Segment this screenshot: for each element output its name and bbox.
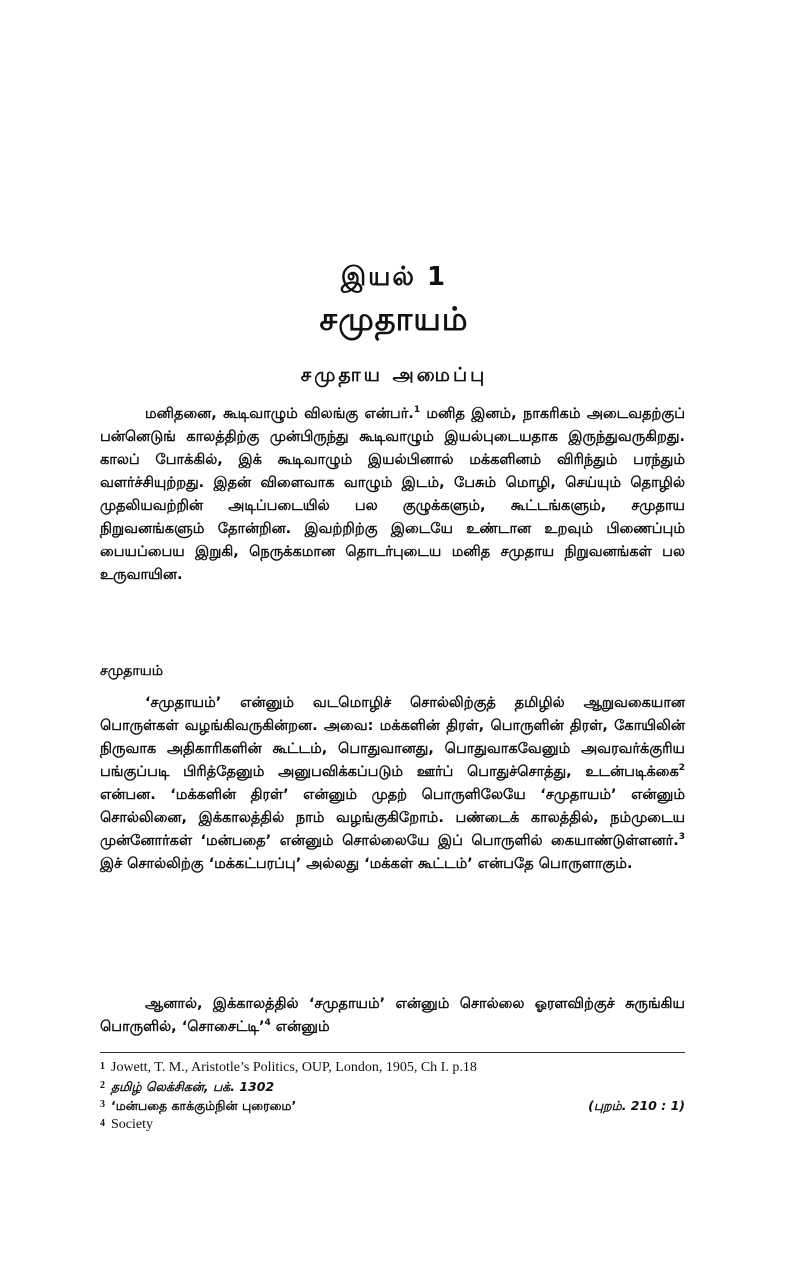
footnote-item <box>100 1058 685 1077</box>
paragraph-2 <box>100 692 685 876</box>
footnote-text: தமிழ் லெக்சிகன், பக். 1302 <box>111 1079 275 1094</box>
paragraph-3-text-a: ஆனால், இக்காலத்தில் ‘சமுதாயம்’ என்னும் சொல்லை ஓரளவிற்குச் சுருங்கிய பொருளில், ‘சொசைட்டி’ <box>100 996 685 1035</box>
footnotes <box>100 1058 685 1134</box>
footnote-ref-2: 2 <box>678 763 685 774</box>
footnote-number: 1 <box>100 1061 105 1072</box>
footnote-text: Society <box>111 1117 153 1132</box>
paragraph-1-text-b: மனித இனம், நாகரிகம் அடைவதற்குப் பன்னெடுங் காலத்திற்கு முன்பிருந்து கூடிவாழும் இயல்புடையதாக இருந்துவருகிறது. காலப் போக்கில், இக் கூடிவாழும் இயல்பினால் மக்களினம் விரிந்தும் பரந்தும் வளர்ச்சியுற்றது. இதன் விளைவாக வாழும் இடம், பேசும் மொழி, செய்யும் தொழில் முதலியவற்றின் அடிப்படையில் பல குழுக்களும், கூட்டங்களும், சமுதாய நிறுவனங்களும் தோன்றின. இவற்றிற்கு இடையே உண்டான உறவும் பிணைப்பும் பையப்பைய இறுகி, நெருக்கமான தொடர்புடைய மனித சமுதாய நிறுவனங்கள் பல உருவாயின. <box>100 406 686 583</box>
footnote-divider <box>100 1052 685 1053</box>
paragraph-2-text-c: இச் சொல்லிற்கு ‘மக்கட்பரப்பு’ அல்லது ‘மக்கள் கூட்டம்’ என்பதே பொருளாகும். <box>100 856 633 872</box>
paragraph-1 <box>100 403 685 587</box>
footnote-number: 2 <box>100 1080 105 1091</box>
footnote-ref-3: 3 <box>678 832 685 843</box>
footnote-text: ‘மன்பதை காக்கும்நின் புரைமை’ <box>111 1098 297 1113</box>
section-heading: சமுதாய அமைப்பு <box>300 364 488 386</box>
paragraph-1-text-a: மனிதனை, கூடிவாழும் விலங்கு என்பர். <box>145 406 414 422</box>
paragraph-2-text-a: ‘சமுதாயம்’ என்னும் வடமொழிச் சொல்லிற்குத் தமிழில் ஆறுவகையான பொருள்கள் வழங்கிவருகின்றன. அவை: மக்களின் திரள், பொருளின் திரள், கோயிலின் நிருவாக அதிகாரிகளின் கூட்டம், பொதுவானது, பொதுவாகவேனும் அவரவர்க்குரிய பங்குப்படி பிரித்தேனும் அனுபவிக்கப்படும் ஊர்ப் பொதுச்சொத்து, உடன்படிக்கை <box>100 695 685 780</box>
footnote-item <box>100 1096 685 1115</box>
subheading: சமுதாயம் <box>100 663 163 679</box>
paragraph-3-text-b: என்னும் <box>270 1019 330 1035</box>
footnote-item <box>100 1077 685 1096</box>
footnote-ref-4: 4 <box>264 1018 271 1029</box>
footnote-reference: (புறம். 210 : 1) <box>588 1098 685 1113</box>
chapter-label: இயல் 1 <box>340 262 448 292</box>
paragraph-3 <box>100 993 685 1039</box>
footnote-number: 4 <box>100 1118 105 1129</box>
footnote-number: 3 <box>100 1099 105 1110</box>
paragraph-2-text-b: என்பன. ‘மக்களின் திரள்’ என்னும் முதற் பொருளிலேயே ‘சமுதாயம்’ என்னும் சொல்லினை, இக்காலத்தில் நாம் வழங்குகிறோம். பண்டைக் காலத்தில், நம்முடைய முன்னோர்கள் ‘மன்பதை’ என்னும் சொல்லையே இப் பொருளில் கையாண்டுள்ளனர். <box>100 787 685 849</box>
chapter-title: சமுதாயம் <box>319 300 469 338</box>
footnote-text: Jowett, T. M., Aristotle’s Politics, OUP, London, 1905, Ch I. p.18 <box>111 1060 477 1075</box>
footnote-item <box>100 1115 685 1134</box>
footnote-ref-1: 1 <box>413 405 421 416</box>
